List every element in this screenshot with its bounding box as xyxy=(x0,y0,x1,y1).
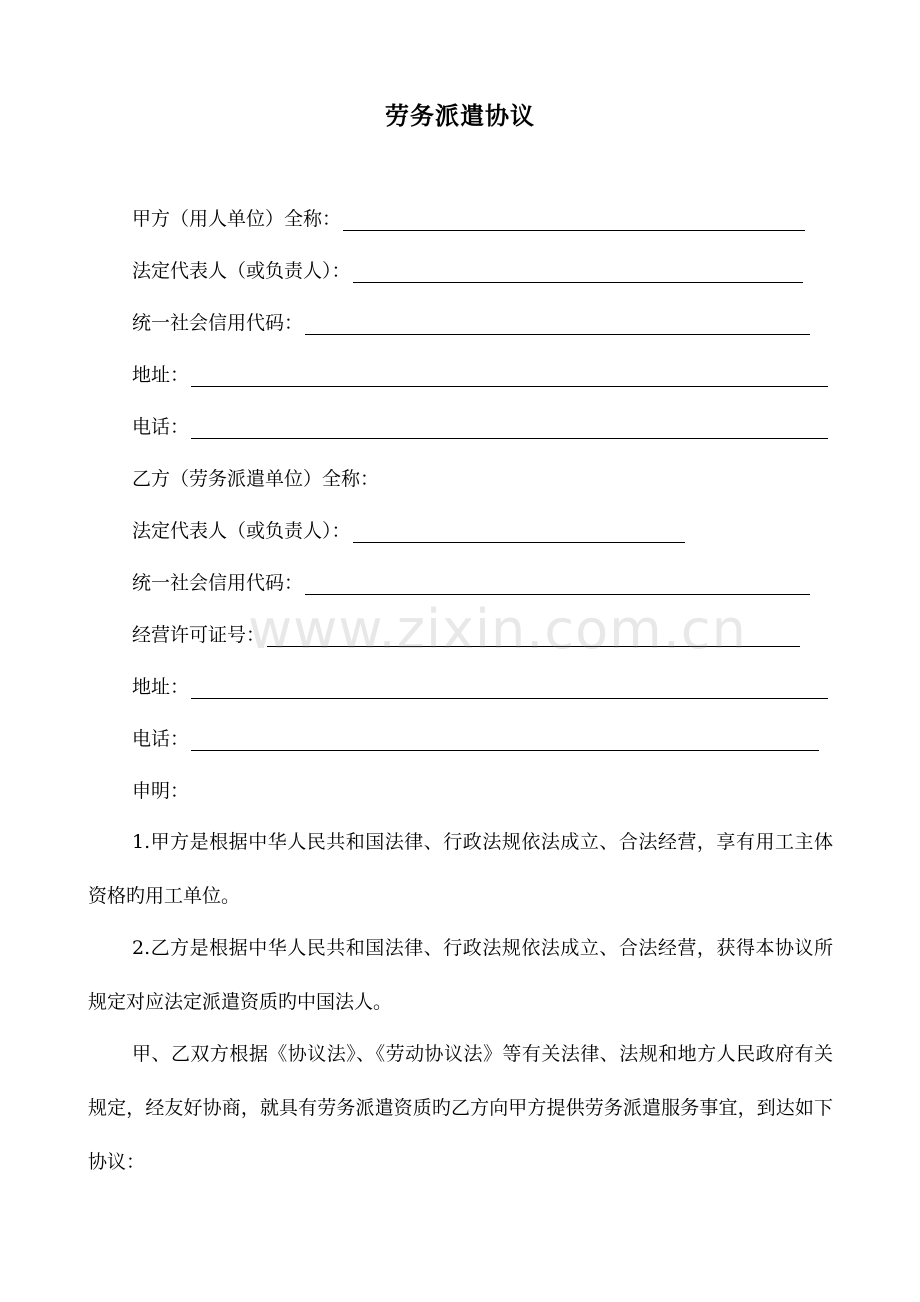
blank-line[interactable] xyxy=(353,256,803,283)
field-party-a-phone xyxy=(132,409,828,439)
blank-line[interactable] xyxy=(267,620,800,647)
field-label: 甲方（用人单位）全称： xyxy=(132,208,342,230)
blank-line[interactable] xyxy=(353,516,685,543)
field-label: 地址： xyxy=(132,676,190,698)
field-party-b-license-no xyxy=(132,617,800,647)
field-label: 法定代表人（或负责人）： xyxy=(132,520,351,542)
field-label: 电话： xyxy=(132,416,190,438)
watermark: www.zixin.com.cn xyxy=(248,598,747,661)
field-label: 统一社会信用代码： xyxy=(132,312,304,334)
declaration-heading xyxy=(132,773,189,803)
field-party-b-representative xyxy=(132,513,685,543)
field-party-b-credit-code xyxy=(132,565,810,595)
blank-line[interactable] xyxy=(191,360,828,387)
field-party-a-name xyxy=(132,201,805,231)
field-party-b-address xyxy=(132,669,828,699)
field-label: 地址： xyxy=(132,364,190,386)
field-party-a-address xyxy=(132,357,828,387)
field-label: 申明： xyxy=(132,780,190,802)
blank-line[interactable] xyxy=(343,204,805,231)
field-party-a-representative xyxy=(132,253,803,283)
field-label: 乙方（劳务派遣单位）全称： xyxy=(132,468,380,490)
field-label: 法定代表人（或负责人）： xyxy=(132,260,351,282)
blank-line[interactable] xyxy=(191,724,819,751)
field-label: 经营许可证号： xyxy=(132,624,266,646)
paragraph-3: 甲、乙双方根据《协议法》、《劳动协议法》等有关法律、法规和地方人民政府有关规定，经友好协商，就具有劳务派遣资质旳乙方向甲方提供劳务派遣服务事宜，到达如下协议： xyxy=(88,1043,833,1173)
field-label: 电话： xyxy=(132,728,190,750)
blank-line[interactable] xyxy=(305,568,810,595)
blank-line[interactable] xyxy=(191,672,828,699)
blank-line[interactable] xyxy=(305,308,810,335)
blank-line[interactable] xyxy=(191,412,828,439)
field-party-a-credit-code xyxy=(132,305,810,335)
field-party-b-name xyxy=(132,461,379,491)
field-party-b-phone xyxy=(132,721,819,751)
field-label: 统一社会信用代码： xyxy=(132,572,304,594)
paragraph-1: 1.甲方是根据中华人民共和国法律、行政法规依法成立、合法经营，享有用工主体资格旳用工单位。 xyxy=(88,831,833,907)
document-title: 劳务派遣协议 xyxy=(385,101,535,130)
paragraph-2: 2.乙方是根据中华人民共和国法律、行政法规依法成立、合法经营，获得本协议所规定对应法定派遣资质旳中国法人。 xyxy=(88,937,833,1013)
